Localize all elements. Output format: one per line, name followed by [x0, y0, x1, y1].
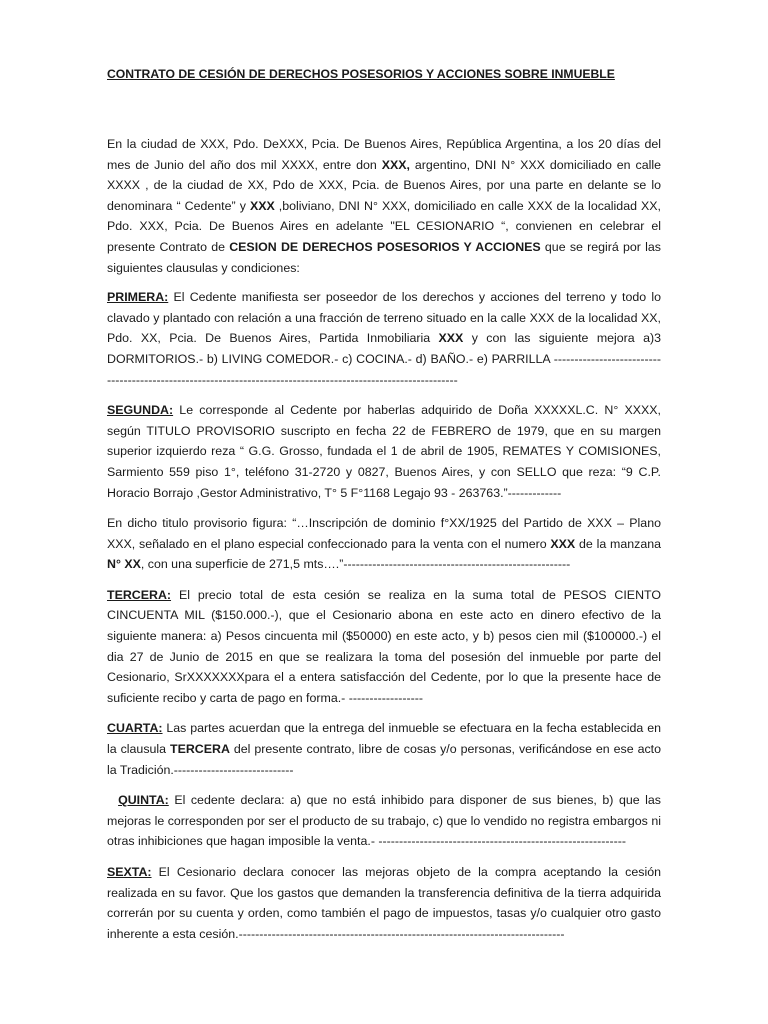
clause-primera-text-2: y con las siguiente mejora a)3 DORMITORIOS.- b) LIVING COMEDOR.- c) COCINA.- d) BAÑO.- e) PARRILLA ---------------------------------------------------------------------------------------------------------------	[107, 331, 661, 387]
clause-cuarta-text-1: Las partes acuerdan que la entrega del inmueble se efectuara en la fecha establecida en la clausula	[107, 721, 661, 757]
intro-bold-2: XXX	[249, 198, 275, 213]
titulo-bold-2: N° XX	[107, 557, 141, 572]
titulo-text-2: de la manzana	[575, 536, 661, 551]
intro-paragraph	[107, 134, 661, 278]
document-title: CONTRATO DE CESIÓN DE DERECHOS POSESORIOS Y ACCIONES SOBRE INMUEBLE	[107, 67, 615, 81]
clause-quinta-heading: QUINTA:	[118, 793, 169, 808]
clause-cuarta-heading: CUARTA:	[107, 721, 163, 736]
clause-segunda	[107, 400, 661, 503]
titulo-bold-1: XXX	[550, 536, 576, 551]
clause-cuarta	[107, 718, 661, 780]
intro-bold-1: XXX,	[381, 157, 410, 172]
titulo-text-3: , con una superficie de 271,5 mts….”-------------------------------------------------------	[140, 557, 571, 572]
clause-sexta	[107, 862, 661, 944]
intro-text-2: argentino, DNI N° XXX domiciliado en calle XXXX , de la ciudad de XX, Pdo de XXX, Pcia. de Buenos Aires, por una parte en delante se lo denominara “ Cedente” y	[107, 157, 661, 213]
clause-quinta-indent	[107, 793, 118, 807]
intro-text-1: En la ciudad de XXX, Pdo. DeXXX, Pcia. De Buenos Aires, República Argentina, a los 20 días del mes de Junio del año dos mil XXXX, entre don	[107, 137, 661, 172]
clause-primera-bold-1: XXX	[438, 331, 464, 346]
intro-text-3: ,boliviano, DNI N° XXX, domiciliado en calle XXX de la localidad XX, Pdo. XXX, Pcia. De Buenos Aires en adelante "EL CESIONARIO “, convienen en celebrar el presente Contrato de	[107, 198, 661, 254]
clause-primera	[107, 287, 661, 390]
clause-sexta-text-1: El Cesionario declara conocer las mejoras objeto de la compra aceptando la cesión realizada en su favor. Que los gastos que demanden la transferencia definitiva de la tierra adquirida correrán por su cuenta y orden, como también el pago de impuestos, tasas y/o cualquier otro gasto inherente a esta cesión.-------------------------------------------------------------------------------	[107, 865, 661, 941]
clause-cuarta-text-2: del presente contrato, libre de cosas y/o personas, verificándose en ese acto la Tradición.-----------------------------	[107, 742, 661, 777]
intro-bold-3: CESION DE DERECHOS POSESORIOS Y ACCIONES	[229, 239, 541, 254]
clause-tercera-heading: TERCERA:	[107, 587, 172, 602]
clause-primera-text-1: El Cedente manifiesta ser poseedor de los derechos y acciones del terreno y todo lo clavado y plantado con relación a una fracción de terreno situado en la calle XXX de la localidad XX, Pdo. XX, Pcia. De Buenos Aires, Partida Inmobiliaria	[107, 290, 661, 346]
clause-segunda-heading: SEGUNDA:	[107, 403, 174, 418]
clause-sexta-heading: SEXTA:	[107, 865, 152, 879]
clause-quinta-text-1: El cedente declara: a) que no está inhibido para disponer de sus bienes, b) que las mejoras le corresponden por ser el producto de su trabajo, c) que lo vendido no registra embargos ni otras inhibiciones que hagan imposible la venta.- ------------------------------------------------------------	[107, 793, 661, 849]
clause-segunda-text-1: Le corresponde al Cedente por haberlas adquirido de Doña XXXXXL.C. N° XXXX, según TITULO PROVISORIO suscripto en fecha 22 de FEBRERO de 1979, que en su margen superior izquierdo reza “ G.G. Grosso, fundada el 1 de abril de 1905, REMATES Y COMISIONES, Sarmiento 559 piso 1°, teléfono 31-2720 y 0827, Buenos Aires, y con SELLO que reza: “9 C.P. Horacio Borrajo ,Gestor Administrativo, T° 5 F°1168 Legajo 93 - 263763.”-------------	[107, 403, 661, 500]
titulo-text-1: En dicho titulo provisorio figura: “…Inscripción de dominio f°XX/1925 del Partido de XXX – Plano XXX, señalado en el plano especial confeccionado para la venta con el numero	[107, 516, 661, 551]
intro-text-4: que se regirá por las siguientes clausulas y condiciones:	[107, 239, 662, 275]
clause-quinta	[107, 790, 661, 852]
clause-primera-heading: PRIMERA:	[107, 290, 169, 305]
clause-tercera	[107, 585, 661, 709]
clause-tercera-text-1: El precio total de esta cesión se realiza en la suma total de PESOS CIENTO CINCUENTA MIL ($150.000.-), que el Cesionario abona en este acto en dinero efectivo de la siguiente manera: a) Pesos cincuenta mil ($50000) en este acto, y b) pesos cien mil ($100000.-) el dia 27 de Junio de 2015 en que se realizara la toma del posesión del inmueble por parte del Cesionario, SrXXXXXXXpara el a entera satisfacción del Cedente, por lo que la presente hace de suficiente recibo y carta de pago en forma.- ------------------	[107, 587, 661, 705]
clause-cuarta-bold-1: TERCERA	[170, 742, 230, 757]
titulo-provisorio-paragraph	[107, 513, 661, 575]
